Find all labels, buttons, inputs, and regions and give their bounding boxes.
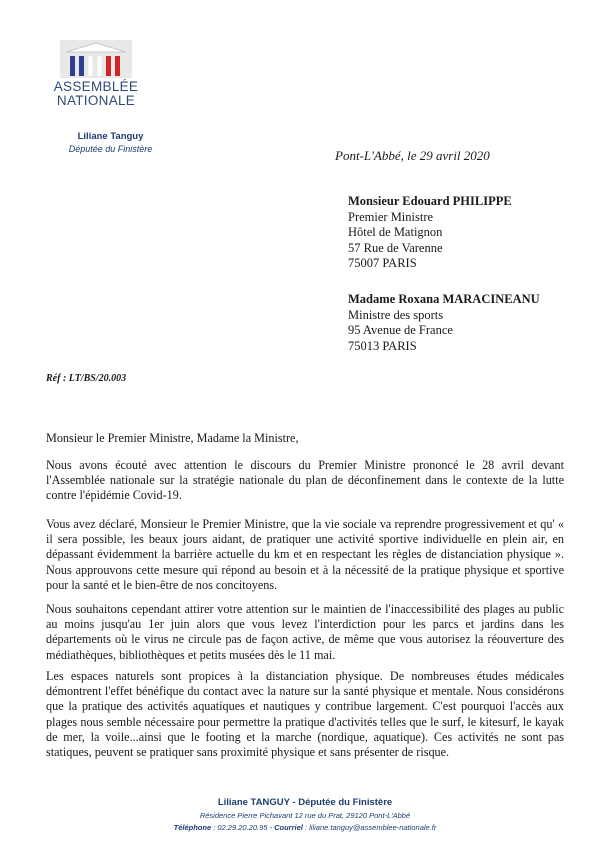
recipient-2-line: 75013 PARIS: [348, 338, 417, 353]
logo-line-2: NATIONALE: [56, 93, 136, 108]
recipient-1-name: Monsieur Edouard PHILIPPE: [348, 194, 512, 208]
recipient-2-name: Madame Roxana MARACINEANU: [348, 292, 540, 306]
footer-phone-label: Téléphone: [173, 823, 212, 832]
recipient-1-line: 57 Rue de Varenne: [348, 240, 443, 255]
paragraph-4: Les espaces naturels sont propices à la distanciation physique. De nombreuses études médicales démontrent l'effet bénéfique du contact avec la nature sur la santé physique et mentale. Nous considérons que la pratique des activités aquatiques et nautiques y contribue largement. C'est pourquoi l'accès aux plages nous semble nécessaire pour permettre la pratique d'activités telles que le surf, le kitesurf, le kayak de mer, la voile...ainsi que le footing et la marche (nordique, aquatique). Ces activités ne sont pas statiques, peuvent se pratiquer sans proximité physique et sans présenter de risque.: [46, 669, 564, 760]
paragraph-1: Nous avons écouté avec attention le discours du Premier Ministre prononcé le 28 avril devant l'Assemblée nationale sur la stratégie nationale du plan de déconfinement dans le contexte de la lutte contre l'épidémie Covid-19.: [46, 458, 564, 503]
footer-email[interactable]: : liliane.tanguy@assemblee-nationale.fr: [302, 823, 437, 832]
recipient-2-line: Ministre des sports: [348, 307, 444, 322]
footer-address: Résidence Pierre Pichavant 12 rue du Prat, 29120 Pont-L'Abbé: [199, 811, 411, 820]
footer-name: Liliane TANGUY - Députée du Finistère: [217, 797, 393, 808]
recipient-1-line: Hôtel de Matignon: [348, 225, 443, 239]
recipient-2-line: 95 Avenue de France: [348, 323, 453, 337]
footer-email-label: Courriel: [274, 823, 303, 832]
reference: Réf : LT/BS/20.003: [46, 373, 127, 384]
logo-line-1: ASSEMBLÉE: [53, 79, 139, 94]
recipient-2: [348, 292, 540, 354]
assemblee-nationale-logo: [50, 40, 142, 108]
letter-date: Pont-L'Abbé, le 29 avril 2020: [335, 148, 490, 163]
deputy-name: Liliane Tanguy: [77, 131, 144, 142]
paragraph-3: Nous souhaitons cependant attirer votre attention sur le maintien de l'inaccessibilité des plages au public au moins jusqu'au 1er juin alors que vous levez l'interdiction pour les parcs et jardins dans les départements où le virus ne circule pas de façon active, de même que vous autorisez la réouverture des médiathèques, bibliothèques et petits musées dès le 11 mai.: [46, 602, 564, 662]
hemicycle-logo-icon: [58, 40, 134, 78]
recipient-1-line: 75007 PARIS: [348, 256, 417, 270]
recipient-1: [348, 194, 512, 272]
footer-contact: [0, 823, 610, 832]
footer-phone: : 02.29.20.20.95 -: [211, 823, 275, 832]
deputy-block: [58, 131, 163, 155]
paragraph-2: Vous avez déclaré, Monsieur le Premier Ministre, que la vie sociale va reprendre progressivement et qu' « il sera possible, les beaux jours aidant, de pratiquer une activité sportive individuelle en plein air, en dépassant évidemment la barrière actuelle du km et en respectant les règles de distanciation physique ». Nous approuvons cette mesure qui répond au besoin et à la nécessité de la pratique physique et sportive pour la santé et le bien-être de nos concitoyens.: [46, 517, 564, 592]
recipient-1-line: Premier Ministre: [348, 209, 434, 224]
salutation: Monsieur le Premier Ministre, Madame la Ministre,: [46, 431, 299, 445]
deputy-title: Députée du Finistère: [68, 144, 153, 154]
